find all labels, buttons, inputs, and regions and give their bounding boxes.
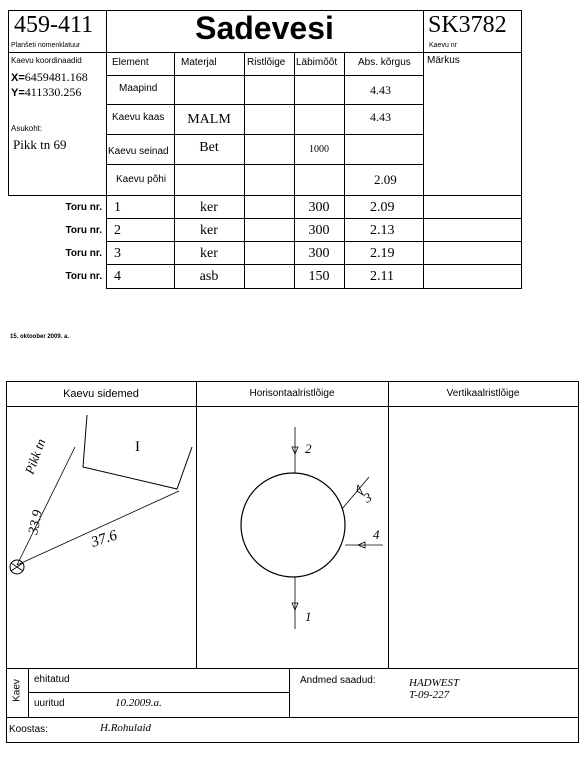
pipe-abs-height: 2.09 [370,200,395,215]
footer-side-label: Kaev [11,679,23,702]
row-element-bottom: Kaevu põhi [116,174,167,185]
y-value: 411330.256 [24,85,82,99]
row-element-cover: Kaevu kaas [112,112,165,123]
coordinate-x [11,70,88,85]
nomenclature-label: Planšeti nomenklatuur [11,42,81,49]
nomenclature-number: 459-411 [14,12,94,38]
pipe-abs-height: 2.11 [370,269,394,284]
row-element-walls: Kaevu seinad [108,146,169,157]
pipe-material: asb [199,269,219,284]
pipe-label: Toru nr. [65,248,102,259]
pipe-abs-height: 2.19 [370,246,395,261]
coordinate-y [11,85,81,100]
col-element: Element [112,57,149,68]
author-label: Koostas: [9,724,48,735]
address: Pikk tn 69 [13,137,67,152]
pipe-material: ker [200,246,218,261]
pipe-label-1: 1 [305,609,312,624]
pipe-material: ker [200,223,218,238]
col-abs-height: Abs. kõrgus [358,57,411,68]
pipe-number: 3 [114,246,121,261]
pipe-label-3: 3 [361,489,375,506]
section-title-horizontal: Horisontaalristlõige [249,388,335,399]
col-remarks: Märkus [427,55,460,66]
page-title: Sadevesi [195,10,334,46]
author-value: H.Rohulaid [100,722,152,734]
pipe-material: ker [200,200,218,215]
pipe-label: Toru nr. [65,225,102,236]
y-prefix: Y= [11,87,25,99]
print-date: 15. oktoober 2009. a. [10,334,70,340]
pipe-diameter: 300 [308,200,330,215]
section-title-connections: Kaevu sidemed [63,388,139,400]
sketch-distance-1: 33.9 [26,508,47,536]
pipe-number: 2 [114,223,121,238]
pipe-diameter: 150 [308,269,330,284]
pipe-abs-height: 2.13 [370,223,395,238]
row-element-ground: Maapind [119,83,158,94]
sketch-building-label: I [135,439,140,455]
well-circle [241,473,345,577]
address-label: Asukoht: [11,124,43,133]
coordinates-label: Kaevu koordinaadid [11,56,82,65]
col-material: Materjal [181,57,217,68]
pipe-label-4: 4 [373,527,380,542]
pipe-diameter: 300 [308,246,330,261]
col-cross-section: Ristlõige [247,57,286,68]
row-abs-height-bottom: 2.09 [374,172,397,187]
horizontal-section-sketch [197,407,387,667]
built-label: ehitatud [34,674,70,685]
data-source-line1: HADWEST [409,677,460,689]
surveyed-label: uuritud [34,698,65,709]
connections-sketch [7,407,196,667]
col-diameter: Läbimõõt [296,57,338,68]
pipe-label: Toru nr. [65,202,102,213]
x-value: 6459481.168 [24,70,88,84]
row-diameter-walls: 1000 [309,144,329,155]
pipe-number: 4 [114,269,121,284]
well-number-label: Kaevu nr [429,42,458,49]
pipe-diameter: 300 [308,223,330,238]
row-abs-height-ground: 4.43 [370,83,391,97]
surveyed-value: 10.2009.a. [115,697,162,709]
data-source-label: Andmed saadud: [300,675,376,686]
x-prefix: X= [11,72,25,84]
pipe-label-2: 2 [305,441,312,456]
data-source-line2: T-09-227 [409,689,450,701]
sketch-distance-2: 37.6 [89,527,120,551]
well-number: SK3782 [428,12,507,38]
row-material-cover: MALM [187,112,231,127]
section-title-vertical: Vertikaalristlõige [446,388,520,399]
pipe-label: Toru nr. [65,271,102,282]
sketch-street-label: Pikk tn [21,436,49,477]
pipe-number: 1 [114,200,121,215]
row-abs-height-cover: 4.43 [370,110,391,124]
row-material-walls: Bet [199,140,219,155]
